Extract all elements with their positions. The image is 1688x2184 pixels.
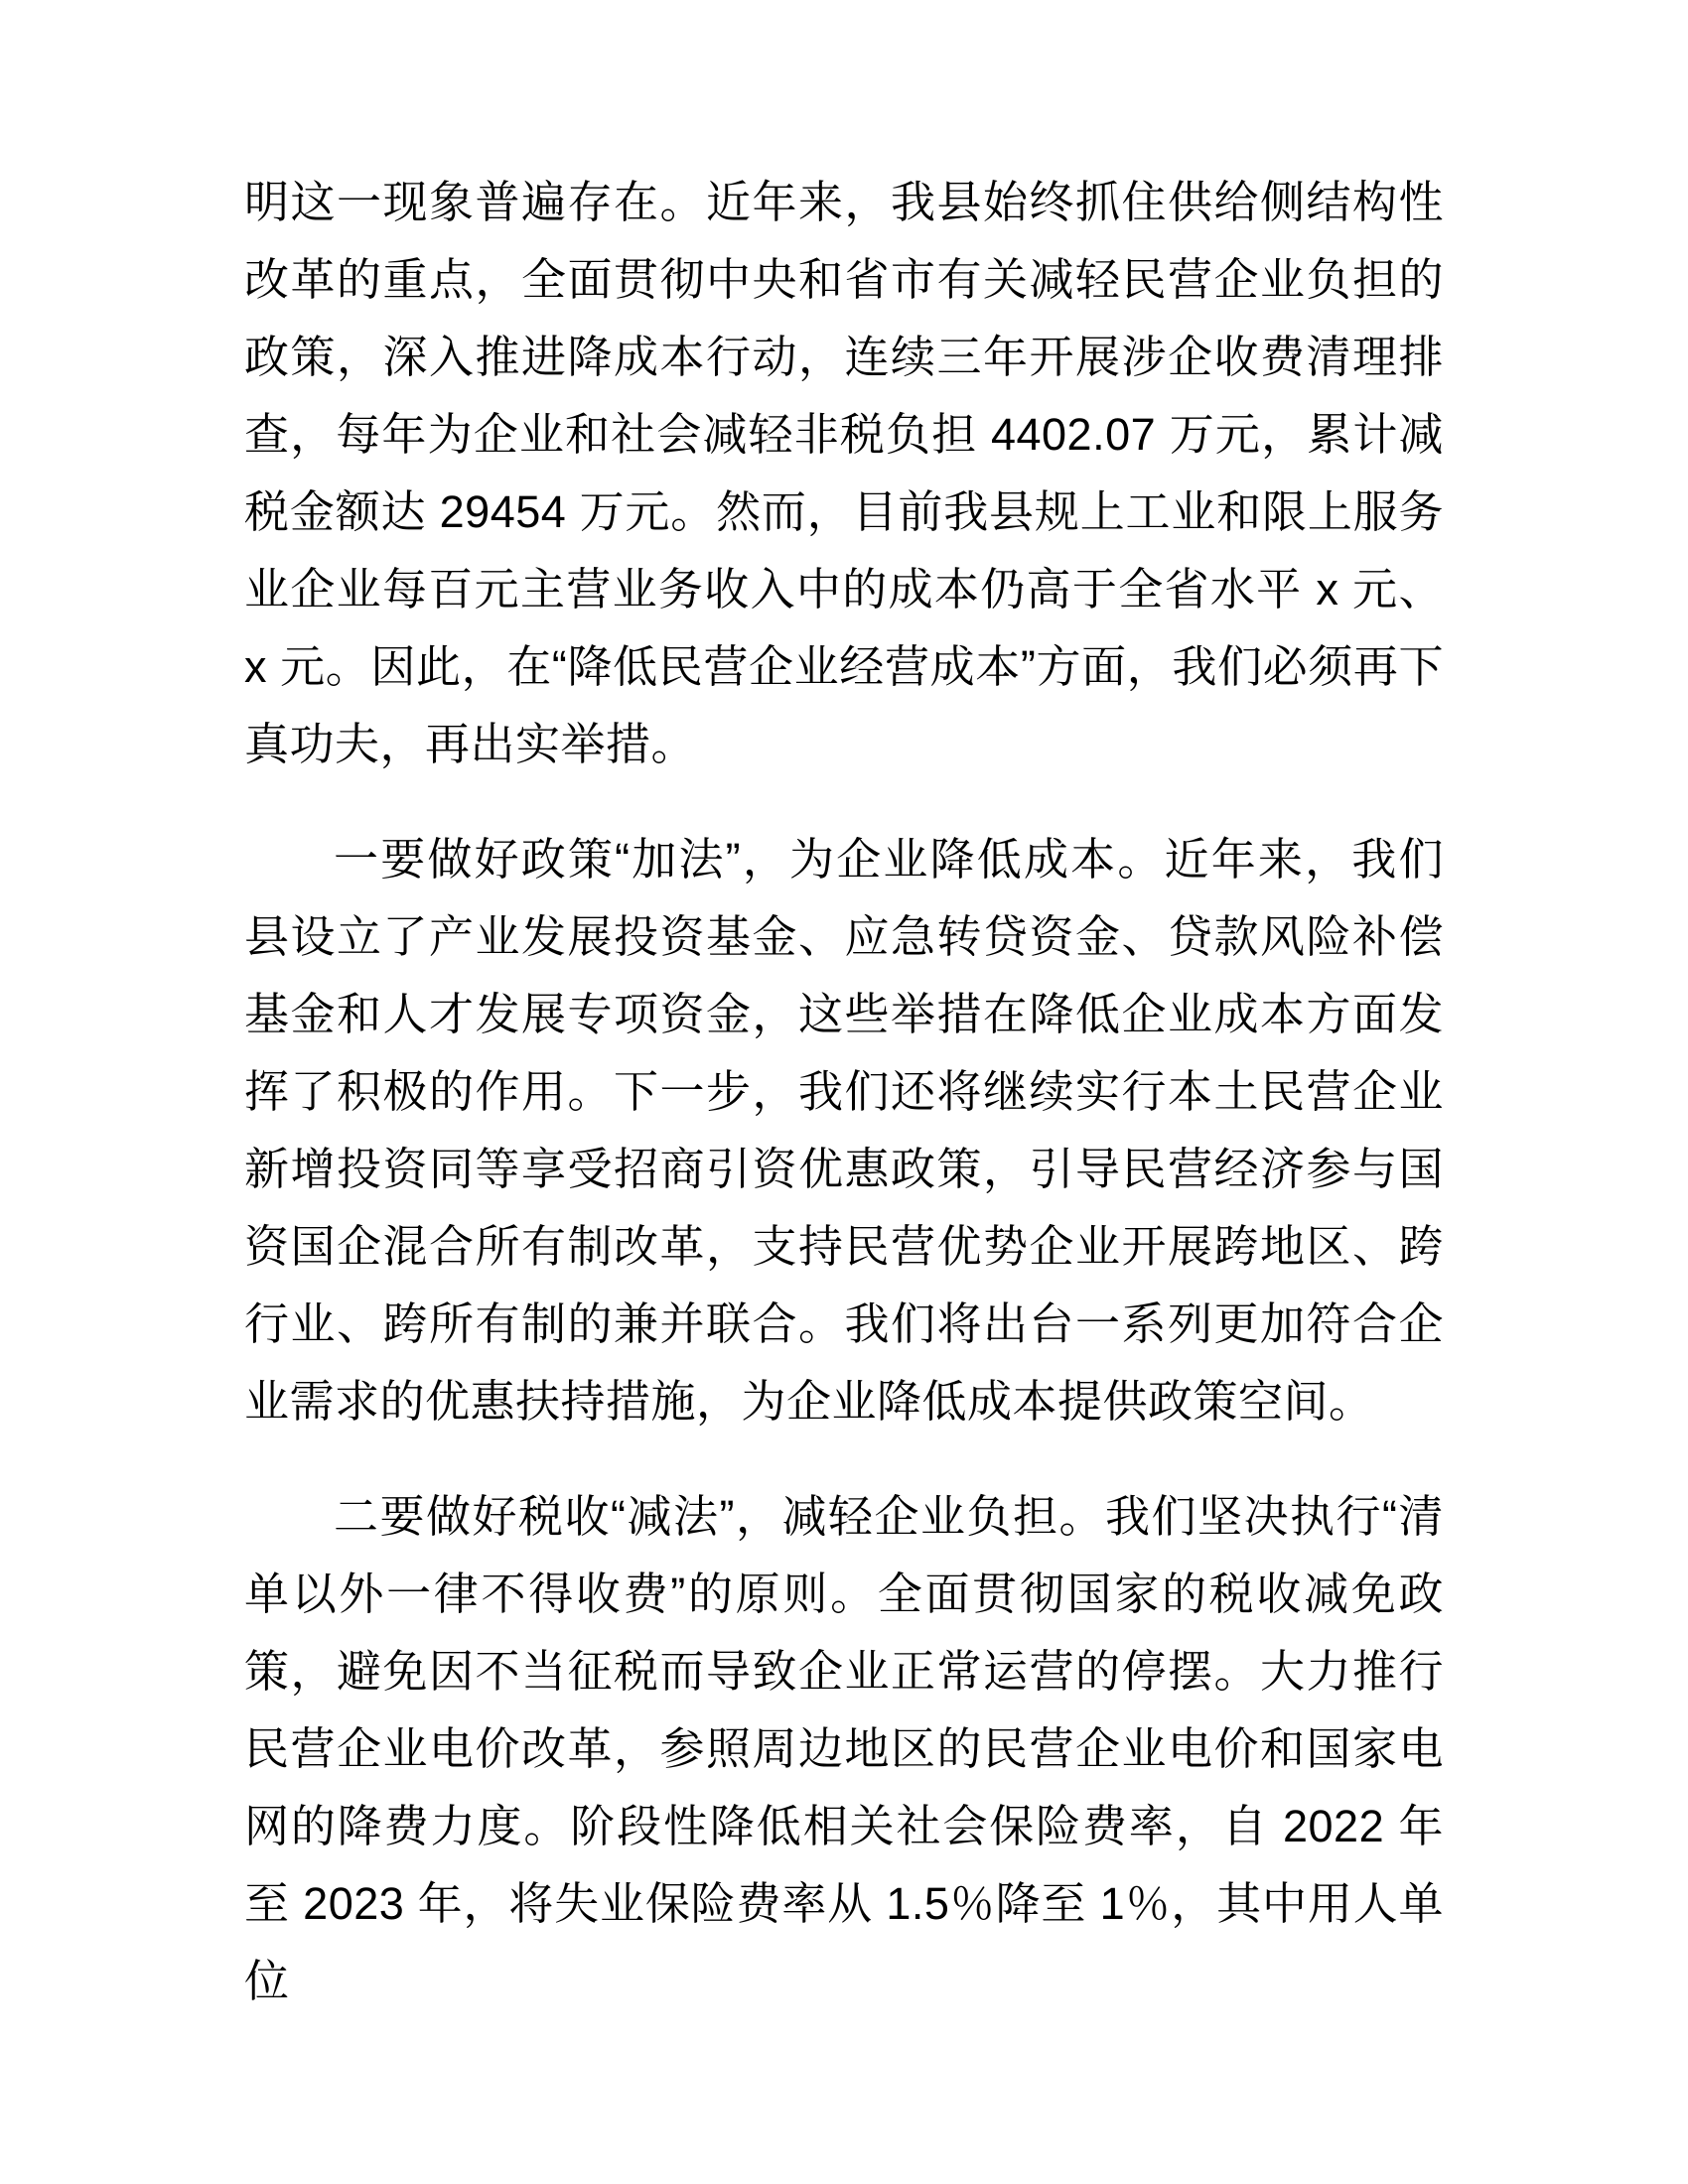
paragraph-policy-addition: 一要做好政策“加法”，为企业降低成本。近年来，我们县设立了产业发展投资基金、应急转贷资金、贷款风险补偿基金和人才发展专项资金，这些举措在降低企业成本方面发挥了积极的作用。下一步，我们还将继续实行本土民营企业新增投资同等享受招商引资优惠政策，引导民营经济参与国资国企混合所有制改革，支持民营优势企业开展跨地区、跨行业、跨所有制的兼并联合。我们将出台一系列更加符合企业需求的优惠扶持措施，为企业降低成本提供政策空间。 [244, 834, 1444, 1427]
paragraph-tax-subtraction: 二要做好税收“减法”，减轻企业负担。我们坚决执行“清单以外一律不得收费”的原则。全面贯彻国家的税收减免政策，避免因不当征税而导致企业正常运营的停摆。大力推行民营企业电价改革，参照周边地区的民营企业电价和国家电网的降费力度。阶段性降低相关社会保险费率，自 2022 年至 2023 年，将失业保险费率从 1.5％降至 1％，其中用人单位 [244, 1491, 1444, 2006]
paragraph-cost-reduction-overview: 明这一现象普遍存在。近年来，我县始终抓住供给侧结构性改革的重点，全面贯彻中央和省市有关减轻民营企业负担的政策，深入推进降成本行动，连续三年开展涉企收费清理排查，每年为企业和社会减轻非税负担 4402.07 万元，累计减税金额达 29454 万元。然而，目前我县规上工业和限上服务业企业每百元主营业务收入中的成本仍高于全省水平 x 元、x 元。因此，在“降低民营企业经营成本”方面，我们必须再下真功夫，再出实举措。 [244, 177, 1444, 769]
